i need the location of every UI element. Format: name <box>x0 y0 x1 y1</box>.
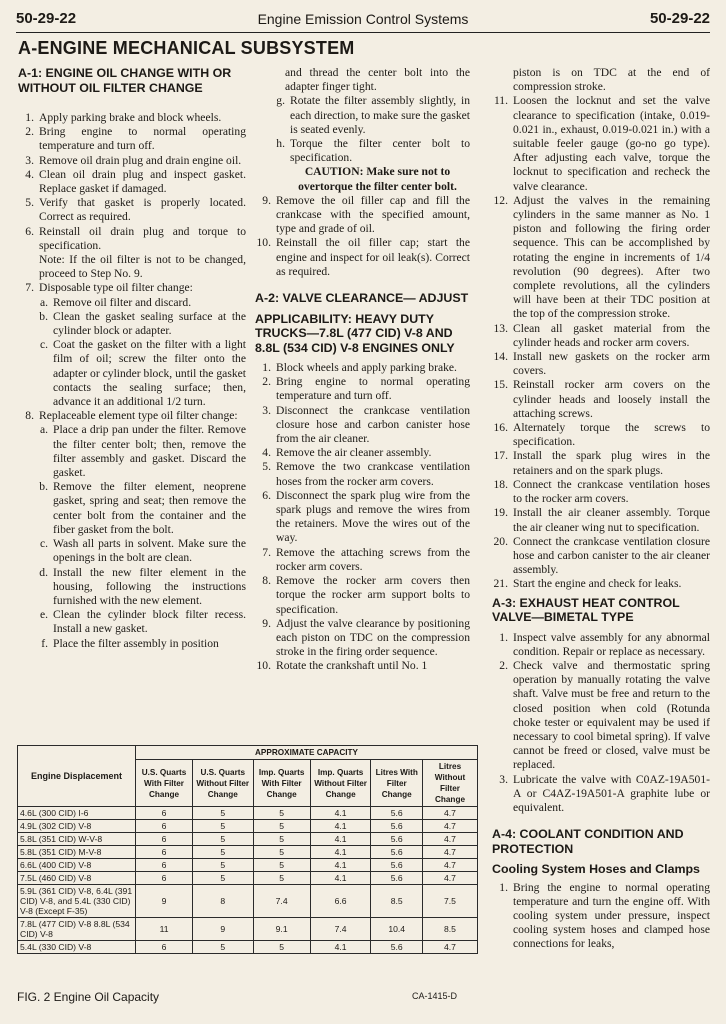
step-item: 3. Remove oil drain plug and drain engine oil. <box>25 153 242 167</box>
capacity-cell: 4.7 <box>422 872 477 885</box>
engine-cell: 5.9L (361 CID) V-8, 6.4L (391 CID) V-8, and 5.4L (330 CID) V-8 (Except F-35) <box>18 885 136 918</box>
capacity-cell: 7.4 <box>253 885 310 918</box>
step-item: 20. Connect the crankcase ventilation closure hose and carbon canister to the air cleaner assembly. <box>493 534 710 577</box>
step-f-continued: and thread the center bolt into the adapter finger tight. <box>285 66 470 94</box>
step-item: 5. Verify that gasket is properly located. Correct as required. <box>25 196 246 224</box>
step-10-continued: piston is on TDC at the end of compression stroke. <box>513 66 710 94</box>
engine-cell: 7.8L (477 CID) V-8 8.8L (534 CID) V-8 <box>18 918 136 941</box>
step-item: 9. Adjust the valve clearance by positioning each piston on TDC on the compression stroke in the firing order sequence. <box>262 616 470 659</box>
capacity-cell: 4.1 <box>310 859 371 872</box>
table-row <box>18 820 478 833</box>
capacity-cell: 4.1 <box>310 820 371 833</box>
capacity-cell: 4.7 <box>422 833 477 846</box>
header-rule <box>16 32 710 33</box>
figure-caption: FIG. 2 Engine Oil Capacity <box>17 990 160 1004</box>
step-item: 10. Rotate the crankshaft until No. 1 <box>256 659 428 673</box>
capacity-cell: 5 <box>253 820 310 833</box>
step-7: 7. Disposable type oil filter change: <box>25 281 193 295</box>
capacity-column-header: U.S. Quarts Without Filter Change <box>193 760 253 807</box>
table-row <box>18 833 478 846</box>
page-number-right: 50-29-22 <box>649 10 710 27</box>
capacity-cell: 11 <box>136 918 193 941</box>
step-item: 2. Bring engine to normal operating temperature and turn off. <box>25 125 246 153</box>
table-row <box>18 807 478 820</box>
sub-step-item: h. Torque the filter center bolt to specification. <box>276 137 470 165</box>
section-heading-a1: A-1: ENGINE OIL CHANGE WITH OR WITHOUT OIL FILTER CHANGE <box>18 66 232 95</box>
capacity-cell: 4.1 <box>310 807 371 820</box>
engine-cell: 5.8L (351 CID) W-V-8 <box>18 833 136 846</box>
capacity-cell: 6 <box>136 941 193 954</box>
capacity-cell: 4.1 <box>310 941 371 954</box>
capacity-cell: 6 <box>136 846 193 859</box>
figure-reference: CA-1415-D <box>412 991 458 1001</box>
main-title: A-ENGINE MECHANICAL SUBSYSTEM <box>18 38 355 58</box>
step-item: 6. Disconnect the spark plug wire from the spark plugs and remove the wires from the retainers. Move the wires out of the way. <box>262 488 470 545</box>
table-row <box>18 846 478 859</box>
table-row <box>18 918 478 941</box>
section-heading-a3: A-3: EXHAUST HEAT CONTROL VALVE—BIMETAL TYPE <box>492 595 680 625</box>
table-row <box>18 859 478 872</box>
capacity-column-header: Imp. Quarts With Filter Change <box>253 760 310 807</box>
capacity-cell: 6 <box>136 872 193 885</box>
capacity-cell: 6 <box>136 807 193 820</box>
step-item: 10. Reinstall the oil filler cap; start the engine and inspect for oil leak(s). Correct as required. <box>256 236 470 278</box>
step-item: 5. Remove the two crankcase ventilation hoses from the rocker arm covers. <box>262 460 470 488</box>
capacity-cell: 5.6 <box>371 941 423 954</box>
sub-step-item: c. Wash all parts in solvent. Make sure the openings in the bolt are clean. <box>39 537 246 565</box>
step-item: 4. Clean oil drain plug and inspect gasket. Replace gasket if damaged. <box>25 167 246 196</box>
step-item: 11. Loosen the locknut and set the valve clearance to specification (intake, 0.019-0.021 in., exhaust, 0.019-0.021 in.) with a suitable feeler gauge (go-no go type). After adjusting each valve, torque the locknut to specification and recheck the valve clearance. <box>493 94 710 193</box>
step-item: 3. Lubricate the valve with C0AZ-19A501-A or C4AZ-19A501-A graphite lube or equivalent. <box>499 772 710 814</box>
step-item: 17. Install the spark plug wires in the retainers and on the spark plugs. <box>493 449 710 477</box>
capacity-cell: 5 <box>193 941 253 954</box>
capacity-cell: 9 <box>193 918 253 941</box>
table-row <box>18 941 478 954</box>
step-item: 4. Remove the air cleaner assembly. <box>262 446 432 460</box>
column-2 <box>255 66 470 674</box>
step-item: 21. Start the engine and check for leaks. <box>493 577 682 591</box>
capacity-cell: 6 <box>136 833 193 846</box>
capacity-cell: 5 <box>253 941 310 954</box>
capacity-cell: 5 <box>193 807 253 820</box>
capacity-cell: 5 <box>253 872 310 885</box>
capacity-cell: 5 <box>193 859 253 872</box>
capacity-cell: 8.5 <box>422 918 477 941</box>
capacity-cell: 5 <box>193 820 253 833</box>
capacity-cell: 6.6 <box>310 885 371 918</box>
capacity-cell: 4.7 <box>422 820 477 833</box>
capacity-group-header: APPROXIMATE CAPACITY <box>136 746 478 760</box>
sub-step-item: b. Remove the filter element, neoprene gasket, spring and seat; then remove the center bolt from the container and the fiber gasket from the bolt. <box>39 480 246 536</box>
capacity-cell: 4.1 <box>310 833 371 846</box>
capacity-column-header: Imp. Quarts Without Filter Change <box>310 760 371 807</box>
capacity-cell: 7.5 <box>422 885 477 918</box>
sub-step-item: a. Place a drip pan under the filter. Remove the filter center bolt; then, remove the filter assembly and gasket. Discard the gasket. <box>39 423 246 480</box>
table-row <box>18 872 478 885</box>
capacity-column-header: Litres Without Filter Change <box>422 760 477 807</box>
note: Note: If the oil filter is not to be changed, proceed to Step No. 9. <box>39 253 246 281</box>
a1-subs-gh <box>255 94 470 165</box>
engine-cell: 7.5L (460 CID) V-8 <box>18 872 136 885</box>
step-item: 2. Check valve and thermostatic spring operation by manually rotating the valve shaft. Valve must be free and return to the closed position when cold (Rotunda choke tester or equivalent may be used if necessary to cool bimetal spring). If valve cannot be freed or closed, valve must be replaced. <box>499 658 710 772</box>
engine-cell: 4.6L (300 CID) I-6 <box>18 807 136 820</box>
engine-cell: 6.6L (400 CID) V-8 <box>18 859 136 872</box>
capacity-cell: 4.7 <box>422 941 477 954</box>
page-header <box>16 10 710 32</box>
a1-steps-9-10 <box>255 194 470 279</box>
step-8-subs <box>18 423 246 650</box>
a1-steps <box>18 111 246 253</box>
table-body <box>18 807 478 954</box>
capacity-cell: 6 <box>136 820 193 833</box>
applicability-heading: APPLICABILITY: HEAVY DUTY TRUCKS—7.8L (477 CID) V-8 AND 8.8L (534 CID) V-8 ENGINES ONLY <box>255 311 455 355</box>
sub-step-item: a. Remove oil filter and discard. <box>39 295 192 309</box>
step-item: 8. Remove the rocker arm covers then torque the rocker arm support bolts to specification. <box>262 574 470 616</box>
sub-step-item: g. Rotate the filter assembly slightly, in each direction, to make sure the gasket is seated evenly. <box>276 94 470 136</box>
step-item: 1. Bring the engine to normal operating temperature and turn the engine off. With cooling system under pressure, inspect cooling system hoses and clamped hose connections for leaks, <box>499 880 710 951</box>
column-1 <box>18 66 246 651</box>
capacity-cell: 5.6 <box>371 807 423 820</box>
subheading-hoses: Cooling System Hoses and Clamps <box>492 862 700 877</box>
step-7-subs <box>18 296 246 410</box>
capacity-cell: 4.7 <box>422 846 477 859</box>
column-3 <box>492 66 710 952</box>
step-item: 15. Reinstall rocker arm covers on the cylinder heads and loosely install the attaching screws. <box>493 378 710 420</box>
page-number-left: 50-29-22 <box>16 10 77 27</box>
step-item: 9. Remove the oil filler cap and fill the crankcase with the specified amount, type and grade of oil. <box>262 193 470 236</box>
sub-step-item: f. Place the filter assembly in position <box>41 636 219 650</box>
engine-header: Engine Displacement <box>18 746 136 807</box>
capacity-cell: 10.4 <box>371 918 423 941</box>
sub-step-item: c. Coat the gasket on the filter with a light film of oil; screw the filter onto the adapter or cylinder block, until the gasket contacts the sealing surface; then, advance it an additional 1/2 turn. <box>39 338 246 409</box>
capacity-cell: 5.6 <box>371 859 423 872</box>
capacity-cell: 5.6 <box>371 846 423 859</box>
step-item: 13. Clean all gasket material from the cylinder heads and rocker arm covers. <box>493 321 710 349</box>
capacity-column-header: U.S. Quarts With Filter Change <box>136 760 193 807</box>
capacity-cell: 5 <box>193 833 253 846</box>
engine-cell: 5.8L (351 CID) M-V-8 <box>18 846 136 859</box>
step-item: 12. Adjust the valves in the remaining cylinders in the same manner as No. 1 piston and following the firing order sequence. This can be accomplished by rotating the engine in increments of 1/4 revolution (90 degrees). After two complete revolutions, all the cylinders will have been at their TDC position at the top of the compression stroke. <box>493 193 710 321</box>
capacity-cell: 5.6 <box>371 833 423 846</box>
step-item: 1. Apply parking brake and block wheels. <box>25 111 222 124</box>
sub-step-item: b. Clean the gasket sealing surface at the cylinder block or adapter. <box>39 309 246 338</box>
capacity-cell: 8 <box>193 885 253 918</box>
oil-capacity-table-wrapper <box>17 745 478 954</box>
section-heading-a2: A-2: VALVE CLEARANCE— ADJUST <box>255 291 469 306</box>
oil-capacity-table <box>17 745 478 954</box>
step-item: 18. Connect the crankcase ventilation hoses to the rocker arm covers. <box>493 477 710 506</box>
capacity-cell: 8.5 <box>371 885 423 918</box>
step-item: 2. Bring engine to normal operating temperature and turn off. <box>262 375 470 403</box>
capacity-cell: 9 <box>136 885 193 918</box>
step-item: 16. Alternately torque the screws to specification. <box>493 421 710 449</box>
capacity-cell: 9.1 <box>253 918 310 941</box>
a4-steps <box>492 881 710 952</box>
step-item: 1. Inspect valve assembly for any abnormal condition. Repair or replace as necessary. <box>499 630 710 658</box>
sub-step-item: d. Install the new filter element in the housing, following the instructions furnished with the new element. <box>39 565 246 607</box>
section-heading-a4: A-4: COOLANT CONDITION AND PROTECTION <box>492 827 684 856</box>
capacity-cell: 5 <box>253 846 310 859</box>
table-row <box>18 885 478 918</box>
capacity-column-header: Litres With Filter Change <box>371 760 423 807</box>
capacity-cell: 4.7 <box>422 859 477 872</box>
step-8: 8. Replaceable element type oil filter change: <box>25 409 238 423</box>
caution-note: CAUTION: Make sure not to overtorque the filter center bolt. <box>298 165 457 193</box>
capacity-cell: 4.1 <box>310 846 371 859</box>
section-title: Engine Emission Control Systems <box>257 11 469 27</box>
capacity-cell: 5 <box>253 807 310 820</box>
capacity-cell: 4.1 <box>310 872 371 885</box>
a2-steps-11-21 <box>492 94 710 591</box>
capacity-cell: 5 <box>253 859 310 872</box>
a2-steps <box>255 361 470 673</box>
capacity-cell: 6 <box>136 859 193 872</box>
step-item: 1. Block wheels and apply parking brake. <box>262 361 457 375</box>
step-item: 19. Install the air cleaner assembly. Torque the air cleaner wing nut to specification. <box>493 506 710 534</box>
step-item: 3. Disconnect the crankcase ventilation closure hose and carbon canister hose from the air cleaner. <box>262 403 470 446</box>
capacity-cell: 5.6 <box>371 820 423 833</box>
capacity-cell: 5 <box>193 872 253 885</box>
sub-step-item: e. Clean the cylinder block filter recess. Install a new gasket. <box>39 608 246 636</box>
a3-steps <box>492 631 710 816</box>
capacity-cell: 5 <box>253 833 310 846</box>
engine-cell: 5.4L (330 CID) V-8 <box>18 941 136 954</box>
capacity-cell: 5 <box>193 846 253 859</box>
step-item: 14. Install new gaskets on the rocker arm covers. <box>493 350 710 378</box>
step-item: 6. Reinstall oil drain plug and torque to specification. <box>25 224 246 252</box>
step-item: 7. Remove the attaching screws from the rocker arm covers. <box>262 545 470 573</box>
capacity-cell: 5.6 <box>371 872 423 885</box>
engine-cell: 4.9L (302 CID) V-8 <box>18 820 136 833</box>
capacity-cell: 4.7 <box>422 807 477 820</box>
capacity-cell: 7.4 <box>310 918 371 941</box>
